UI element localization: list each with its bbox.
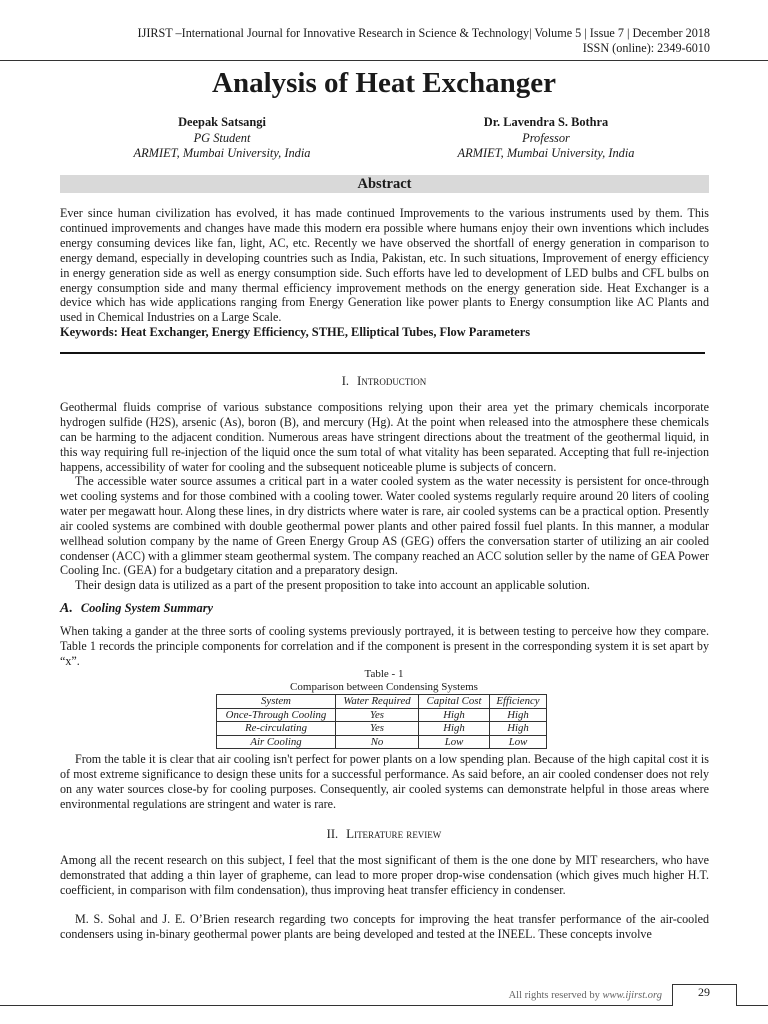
author-1 [92,115,352,162]
table-header-cell: Capital Cost [419,695,490,709]
table-discussion-paragraph: From the table it is clear that air cooling isn't perfect for power plants on a low spending plan. Because of the high capital cost it is of most extreme significance to design these units for a successful performance. As said before, an air cooled condenser does not rely on any water sources close-by for cooling purposes. Consequently, air cooled systems can demonstrate helpful in those areas where environmental regulations are stringent and water is rare. [60,752,709,811]
abstract-text: Ever since human civilization has evolved, it has made continued Improvements to the various instruments used by them. This continued improvements and changes have made this modern era possible where humans enjoy their own inventions which includes energy consuming devices like fan, light, AC, etc. Recently we have observed the shortfall of energy generation in comparison to energy demand, especially in developing countries such as India, Pakistan, etc. In such situations, Improvement of energy efficiency in energy generation side as well as energy consumption side. Such efforts have led to development of LED bulbs and CFL bulbs on energy consumption side and many thermal efficiency improvement methods on the energy generation side. Heat Exchanger is a device which has wide applications ranging from Energy Generation like power plants to Energy consumption like AC Plants and used in Chemical Industries on a Large Scale. [60,206,709,325]
intro-paragraph-1: Geothermal fluids comprise of various substance compositions relying upon their area yet the primary chemicals incorporate hydrogen sulfide (H2S), arsenic (As), boron (B), and mercury (Hg). At the point when released into the atmosphere these chemicals can be harming to the adjacent condition. Numerous areas have stringent directions about the treatment of the geothermal liquid, in this way requiring full re-injection of the liquid once the sum total of what vitality has been separated. Accepting that full re-injection happens, accessibility of water for cooling and the subsequent noticeable plume is subjects of concern. [60,400,709,474]
author-role: Professor [522,130,570,145]
table-caption: Comparison between Condensing Systems [290,681,478,693]
table-row [217,735,547,749]
section-title: Introduction [356,373,427,388]
abstract-divider [60,352,705,354]
footer-rights [509,989,662,1002]
table-cell: Yes [336,708,419,722]
intro-paragraph-2: The accessible water source assumes a critical part in a water cooled system as the water necessity is persistent for once-through wet cooling systems and for those combined with a cooling tower. Water cooled systems regularly require around 20 liters of cooling water per megawatt hour. Along these lines, in dry districts where water is rare, air cooled systems can be a practical option. Presently air cooled systems are combined with double geothermal power plants and other paired fossil fuel plants. In this manner, a modular wellhead solution company by the name of Green Energy Group AS (GEG) offers the conversation starter of utilizing an air cooled condenser (ACC) with a glimmer steam geothermal system. The company reached an ACC solution seller by the name of GEA Power Cooling Inc. (GEA) for a budgetary citation and a preparatory design. [60,474,709,578]
subsection-heading-cooling [60,601,213,616]
journal-site-link[interactable]: www.ijirst.org [602,990,662,1001]
table-cell: High [490,708,547,722]
table-header-cell: Efficiency [490,695,547,709]
table-cell: High [419,722,490,736]
table-row [217,708,547,722]
footer-divider [0,1005,672,1006]
table-header-cell: Water Required [336,695,419,709]
section-heading-literature [0,826,768,842]
author-affiliation: ARMIET, Mumbai University, India [133,146,311,160]
section-number: II. [326,827,339,841]
author-name: Deepak Satsangi [178,115,266,129]
page-box-edge [736,984,737,1006]
header-divider [0,60,768,61]
subsection-letter: A. [60,601,73,616]
literature-paragraph-1: Among all the recent research on this subject, I feel that the most significant of them is the one done by MIT researchers, who have demonstrated that adding a thin layer of grapheme, can lead to more proper drop-wise condensation (which gives much higher H.T. coefficient, in comparison with film condensation), thus improving heat transfer efficiency in condenser. [60,853,709,897]
abstract-heading: Abstract [60,175,709,193]
author-role: PG Student [193,130,251,145]
table-cell: Re-circulating [217,722,336,736]
paper-title: Analysis of Heat Exchanger [212,67,556,99]
keywords: Keywords: Heat Exchanger, Energy Efficiency, STHE, Elliptical Tubes, Flow Parameters [60,325,531,339]
table-row [217,722,547,736]
table-cell: Air Cooling [217,735,336,749]
table-cell: High [419,708,490,722]
issn-line: ISSN (online): 2349-6010 [582,41,710,55]
comparison-table [216,694,547,749]
section-title: Literature review [346,826,442,841]
journal-header: IJIRST –International Journal for Innovative Research in Science & Technology| Volume 5 | Issue 7 | December 2018 [137,26,710,40]
table-header-row [217,695,547,709]
intro-paragraph-3: Their design data is utilized as a part of the present proposition to take into account an applicable solution. [75,578,590,592]
rights-text: All rights reserved by [508,990,600,1001]
table-cell: Low [419,735,490,749]
author-affiliation: ARMIET, Mumbai University, India [457,146,635,160]
cooling-paragraph: When taking a gander at the three sorts of cooling systems previously portrayed, it is between testing to perceive how they compare. Table 1 records the principle components for correlation and if the component is present in the corresponding system it is set apart by “x”. [60,624,709,668]
table-cell: High [490,722,547,736]
page-number: 29 [698,985,710,999]
footer-divider [736,1005,768,1006]
table-cell: Yes [336,722,419,736]
section-heading-introduction [0,373,768,389]
table-cell: Low [490,735,547,749]
author-2 [416,115,676,162]
section-number: I. [341,374,349,388]
subsection-title: Cooling System Summary [80,601,214,615]
table-cell: No [336,735,419,749]
table-label: Table - 1 [364,668,404,680]
author-name: Dr. Lavendra S. Bothra [483,115,609,129]
literature-paragraph-2: M. S. Sohal and J. E. O’Brien research regarding two concepts for improving the heat transfer performance of the air-cooled condensers using in-binary geothermal power plants are being developed and tested at the INEEL. These concepts involve [60,912,709,941]
table-header-cell: System [217,695,336,709]
table-cell: Once-Through Cooling [217,708,336,722]
